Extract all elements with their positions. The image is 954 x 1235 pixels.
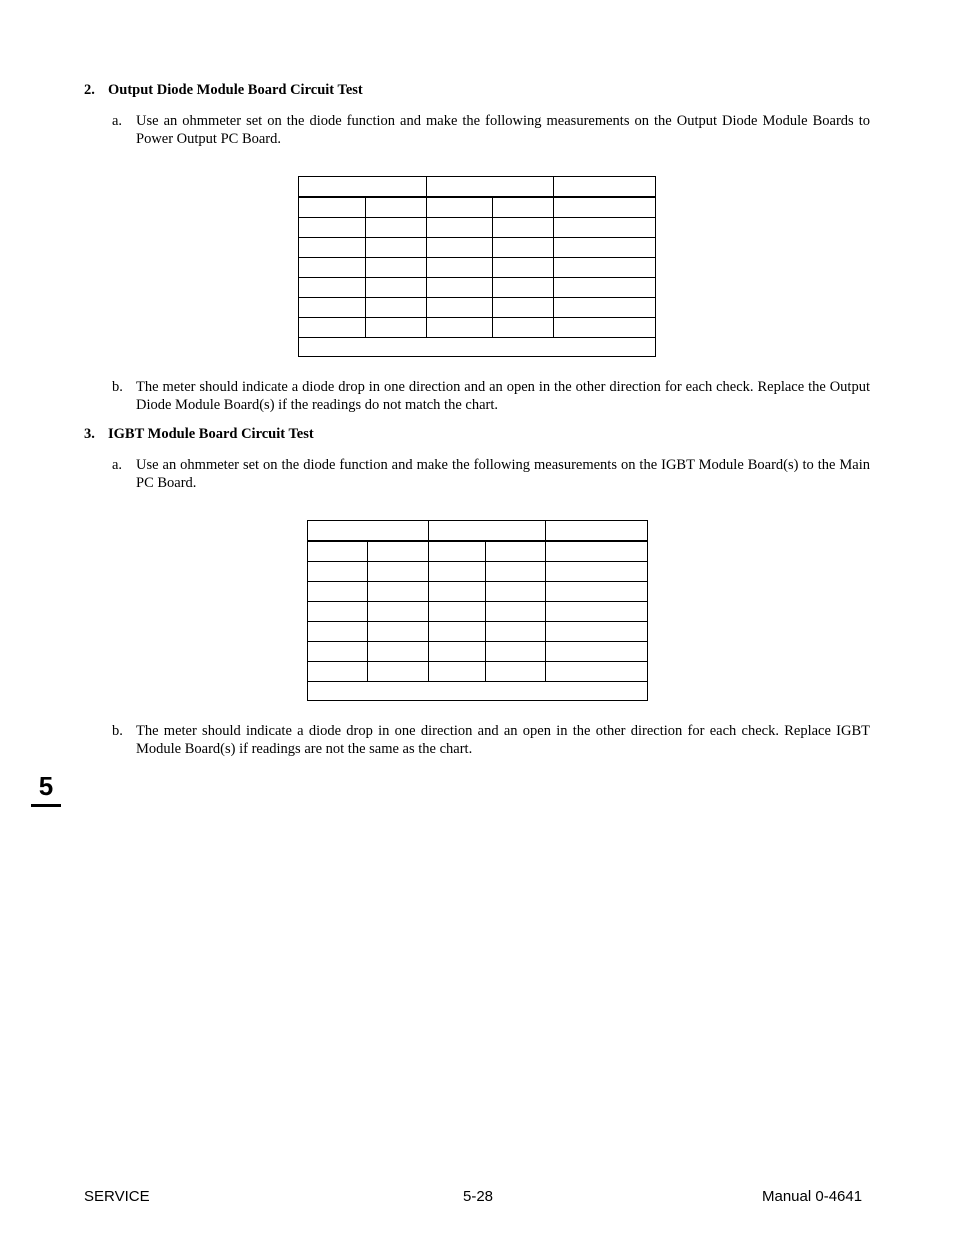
table-row <box>308 622 648 642</box>
table-cell <box>367 622 428 642</box>
table-cell <box>554 197 656 218</box>
step-text: Use an ohmmeter set on the diode function and make the following measurements on the IGBT Module Board(s) to the Main PC Board. <box>136 457 870 491</box>
table-cell <box>546 602 648 622</box>
step-text: The meter should indicate a diode drop in one direction and an open in the other direction for each check. Replace the Output Diode Module Board(s) if the readings do not match the chart. <box>136 379 870 413</box>
table-header-cell <box>426 177 554 198</box>
table-cell <box>428 642 486 662</box>
table-cell <box>426 318 493 338</box>
table-cell <box>367 642 428 662</box>
table-cell <box>486 642 546 662</box>
table-cell <box>299 278 366 298</box>
footer-manual-number: Manual 0-4641 <box>762 1188 863 1205</box>
table-row <box>299 197 656 218</box>
table-cell <box>493 298 554 318</box>
chapter-tab <box>31 770 61 807</box>
table-cell <box>428 582 486 602</box>
step-text: Use an ohmmeter set on the diode function and make the following measurements on the Output Diode Module Boards to Power Output PC Board. <box>136 113 870 147</box>
table-note-row <box>299 338 656 357</box>
table-note-cell <box>299 338 656 357</box>
step-marker: b. <box>112 723 123 739</box>
section-2-title: Output Diode Module Board Circuit Test <box>108 82 363 98</box>
table-cell <box>426 298 493 318</box>
table-cell <box>367 541 428 562</box>
table-cell <box>546 562 648 582</box>
table-row <box>308 662 648 682</box>
table-cell <box>365 238 426 258</box>
table-cell <box>299 258 366 278</box>
section-2-step-a <box>112 112 870 148</box>
step-marker: b. <box>112 379 123 395</box>
table-cell <box>367 562 428 582</box>
table-cell <box>365 278 426 298</box>
table-cell <box>308 622 368 642</box>
table-cell <box>365 218 426 238</box>
table-cell <box>493 238 554 258</box>
table-header-cell <box>554 177 656 198</box>
table-cell <box>486 622 546 642</box>
table-row <box>308 602 648 622</box>
table-row <box>299 298 656 318</box>
table-cell <box>426 238 493 258</box>
table-cell <box>493 197 554 218</box>
table-cell <box>308 541 368 562</box>
table-cell <box>308 642 368 662</box>
table-note-row <box>308 682 648 701</box>
table-cell <box>426 278 493 298</box>
table-cell <box>546 642 648 662</box>
step-text: The meter should indicate a diode drop in one direction and an open in the other direction for each check. Replace IGBT Module Board(s) if readings are not the same as the chart. <box>136 723 870 757</box>
table-row <box>299 238 656 258</box>
table-cell <box>299 318 366 338</box>
table-cell <box>428 602 486 622</box>
table-header-cell <box>546 521 648 542</box>
table-cell <box>299 197 366 218</box>
footer-section-label: SERVICE <box>84 1188 150 1205</box>
table-note-cell <box>308 682 648 701</box>
table-cell <box>486 602 546 622</box>
table-cell <box>486 662 546 682</box>
section-3-number: 3. <box>84 426 95 442</box>
table-header-cell <box>308 521 429 542</box>
table-cell <box>308 582 368 602</box>
table-cell <box>367 662 428 682</box>
section-3-title: IGBT Module Board Circuit Test <box>108 426 314 442</box>
step-marker: a. <box>112 113 123 129</box>
table-cell <box>486 582 546 602</box>
table-cell <box>365 258 426 278</box>
table-cell <box>308 602 368 622</box>
table-cell <box>546 662 648 682</box>
igbt-measurement-table <box>307 520 648 701</box>
table-row <box>308 562 648 582</box>
table-cell <box>546 622 648 642</box>
table-cell <box>299 238 366 258</box>
table-cell <box>428 562 486 582</box>
table-header-cell <box>299 177 427 198</box>
table-cell <box>428 622 486 642</box>
footer-page-number: 5-28 <box>463 1188 494 1205</box>
table-cell <box>308 662 368 682</box>
table-row <box>308 642 648 662</box>
chapter-number: 5 <box>38 771 54 801</box>
table-row <box>299 318 656 338</box>
step-marker: a. <box>112 457 123 473</box>
table-cell <box>365 298 426 318</box>
section-3-heading <box>84 426 314 443</box>
table-cell <box>428 662 486 682</box>
table-cell <box>493 278 554 298</box>
section-2-number: 2. <box>84 82 95 98</box>
section-3-step-a <box>112 456 870 492</box>
table-cell <box>554 278 656 298</box>
table-cell <box>367 602 428 622</box>
table-row <box>299 258 656 278</box>
table-cell <box>486 562 546 582</box>
table-cell <box>493 218 554 238</box>
table-cell <box>554 318 656 338</box>
output-diode-measurement-table <box>298 176 656 357</box>
section-2-heading <box>84 82 363 99</box>
table-cell <box>299 298 366 318</box>
table-row <box>308 541 648 562</box>
table-cell <box>554 298 656 318</box>
table-cell <box>554 258 656 278</box>
table-cell <box>546 541 648 562</box>
table-cell <box>546 582 648 602</box>
table-cell <box>493 258 554 278</box>
table-row <box>308 582 648 602</box>
table-cell <box>554 238 656 258</box>
table-cell <box>365 197 426 218</box>
table-cell <box>428 541 486 562</box>
section-2-step-b <box>112 378 870 414</box>
table-cell <box>365 318 426 338</box>
table-cell <box>486 541 546 562</box>
table-cell <box>367 582 428 602</box>
table-header-row <box>299 177 656 198</box>
table-cell <box>299 218 366 238</box>
table-cell <box>426 197 493 218</box>
table-cell <box>493 318 554 338</box>
table-cell <box>554 218 656 238</box>
table-header-cell <box>428 521 546 542</box>
table-cell <box>426 218 493 238</box>
section-3-step-b <box>112 722 870 758</box>
table-cell <box>308 562 368 582</box>
table-row <box>299 218 656 238</box>
table-header-row <box>308 521 648 542</box>
table-row <box>299 278 656 298</box>
table-cell <box>426 258 493 278</box>
